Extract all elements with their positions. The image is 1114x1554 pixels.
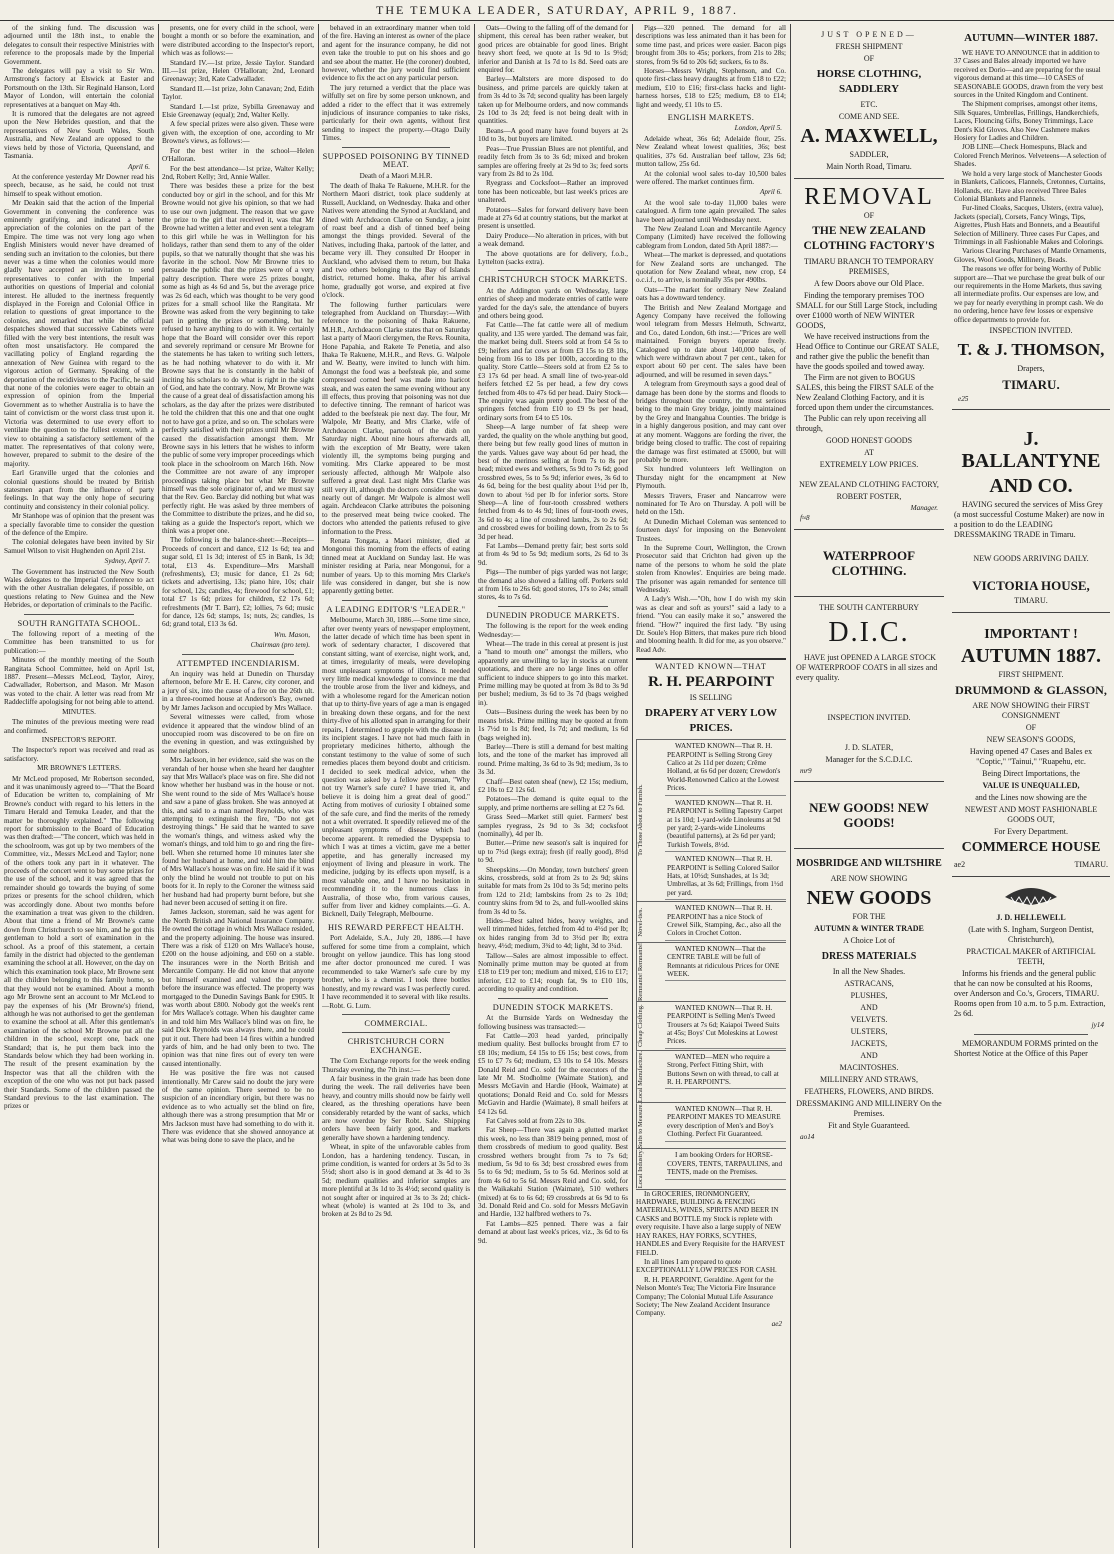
- article-paragraph: The delegates will pay a visit to Sir Wm. Armstrong's factory at Elswick at Easter and Portsmouth on the 13th. Sir Reginald Hanson, Lord Mayor of London, will entertain the colonial representatives at a banquet on May 4th.: [4, 67, 154, 109]
- article-paragraph: Minutes of the monthly meeting of the South Rangitata School Committee, held on April 1st, 1887. Present—Messrs McLeod, Taylor, Airey, Cadwallader, Robertson, and Mason. Mr Mason was voted to the chair. A letter was read from Mr Raddecliffe apologising for not being able to attend.: [4, 656, 154, 707]
- market-paragraph: Hides—Best salted hides, heavy weights, and well trimmed hides, fetched from 4d to 4½d per lb; ox hides ranging from 3d to 3½d per lb; extra heavy, 4½d; medium, 3¾d to 4d; light, 3d to 3¼d.: [478, 917, 628, 951]
- advert-list-item: PLUSHES,: [850, 991, 888, 1001]
- advert-paragraph: Finding the temporary premises TOO SMALL for our Still Large Stock, including over £1000 worth of NEW WINTER GOODS,: [796, 291, 938, 330]
- column-rule: [318, 24, 319, 1548]
- market-paragraph: Horses—Messrs Wright, Stephenson, and Co. quote first-class heavy draughts at from £18 to £22; medium, £10 to £16; first-class hacks and light-harness horses, £18 to £25; medium, £8 to £14; light and weedy, £1 10s to £5.: [636, 67, 786, 109]
- dateline: Sydney, April 7.: [104, 557, 150, 566]
- market-paragraph: Fat Sheep—There was again a glutted market this week, no less than 3819 being penned, most of them crossbreds of medium to good quality. Best crossbred wethers brought from 7s to 7s 6d; medium, 5s 9d to 6s 3d; best crossbred ewes from 5s to 6s 9d; medium, 5s to 5s 6d. Merinos sold at from 4s 6d to 5s 6d. Messrs Reid and Co. sold, for the Waikakahi Station (Waimate), 510 wethers (mixed) at 6s to 6s 6d; 69 crossbreds at 6s 9d to 6s 3d. Donald Reid and Co. sold for Messrs McGavin and Hardie, 132 halfbred wethers to 7s.: [478, 1126, 628, 1219]
- market-paragraph: Beans—A good many have found buyers at 2s 10d to 3s, but buyers are limited.: [478, 126, 628, 144]
- advert-footer: In GROCERIES, IRONMONGERY, HARDWARE, BUILDING & FENCING MATERIALS, WINES, SPIRITS AND BEER IN CASKS and BOTTLE my Stock is replete with every requisite. I have also a large supply of NEW HAY RAKES, HAY FORKS, SCYTHES, HANDLES and Every Requisite for the HARVEST FIELD.: [636, 1189, 785, 1257]
- market-paragraph: Ryegrass and Cocksfoot—Rather an improved tone has been noticeable, but last week's prices are unaltered.: [478, 179, 628, 205]
- divider: [974, 1034, 1088, 1035]
- advert-name: J. BALLANTYNE: [961, 428, 1101, 473]
- section-subheading: INSPECTOR'S REPORT.: [41, 735, 117, 744]
- advert-line: Manager.: [910, 504, 938, 512]
- article-paragraph: The jury returned a verdict that the place was wilfully set on fire by some person unknown, and added a rider to the effect that it was extremely injudicious of insurance companies to take risks, particularly for their own agents, without first sending to inspect the property.—Otago Daily Times.: [322, 83, 470, 143]
- advert-title: DRAPERY AT VERY LOW PRICES.: [645, 707, 777, 735]
- advert-list-item: ASTRACANS,: [844, 979, 894, 989]
- advert-line: DRESS MATERIALS: [821, 951, 917, 963]
- article-paragraph: Mrs Jackson, in her evidence, said she was on the verandah of her house when she heard her daughter say that Mrs Wallace's place was on fire. She did not know whether her husband was in the house or not. She went round to the side of Mrs Wallace's house and saw a pane of glass broken. She was annoyed at this, and said to a man named Reynolds, who was attempting to extinguish the fire, "Do not get destroying things." He said that he wanted to save the woman's things, and witness asked why the woman's things, and told him to go and ring the fire-bell. When she returned home 10 minutes later she found her husband at home, and told him the blind of Mrs Wallace's house was on fire. He said if it was only the blind he would not trouble to put on his boots for it. In reply to the Coroner the witness said her husband had had property burnt before, but she had never been accused of setting it on fire.: [162, 756, 314, 908]
- market-paragraph: Fat Cattle—203 head yarded, principally medium quality. Best bullocks brought from £7 to £8 10s; medium, £4 15s to £6 15s; best cows, from £5 to £7 7s 6d; medium, £3 10s to £4 10s. Messrs Donald Reid and Co. sold for the executors of the late Mr M. Stodholme (Waimate Station), and Messrs McGavin and Hardie (Hook, Waimate) at quotations; Donald Reid and Co. sold for Messrs McGavin and Hardie (Waimate), 8 small heifers at £4 12s 6d.: [478, 1031, 628, 1116]
- market-paragraph: Oats—The market for ordinary New Zealand oats has a downward tendency.: [636, 285, 786, 303]
- advert-list-item: FEATHERS, FLOWERS, AND BIRDS.: [804, 1087, 934, 1097]
- advert-title: HORSE CLOTHING, SADDLERY: [816, 68, 922, 95]
- advert-name: MOSBRIDGE AND WILTSHIRE: [796, 858, 942, 870]
- article-paragraph: An inquiry was held at Dunedin on Thursday afternoon, before Mr E. H. Carew, city coroner, and a jury of six, into the cause of a fire on the 26th ult. in a three-roomed house at Anderson's Bay, owned by Mr James Jackson and occupied by Mrs Wallace.: [162, 670, 314, 712]
- news-paragraph: A Lady's Wish.—"Oh, how I do wish my skin was as clear and soft as yours!" said a lady to a friend. "You can easily make it so," answered the friend. "How?" inquired the first lady. "By using Dr. Soule's Hop Bitters, that makes pure rich blood and blooming health. It did for me, as you observe." Read Adv.: [636, 595, 786, 654]
- row-label: To Those About to Furnish.: [636, 740, 665, 901]
- article-heading: SOUTH RANGITATA SCHOOL.: [17, 618, 141, 628]
- advert-paragraph: The Firm are not given to BOGUS SALES, this being the FIRST SALE of the New Zealand Clothing Factory, and it is forced upon them under the circumstances.: [796, 373, 934, 412]
- advert-paragraph: HAVING secured the services of Miss Grey (a most successful Costume Maker) are now in a position to do the LEADING DRESSMAKING TRADE in Timaru.: [954, 500, 1105, 540]
- masthead: [0, 0, 1114, 21]
- article-paragraph: Mr McLeod proposed, Mr Robertson seconded, and it was unanimously agreed to—"That the Board of Education be written to, complaining of Mr Browne's conduct with regard to his letters in the Timaru Herald and Temuka Leader, and that the matter be thoroughly explained." The following report for submission to the Board of Education was then drafted:—"The concert, which was held in the schoolroom, was got up by two members of the Committee, viz., Messrs McLeod and Taylor; none of the others took any part in it whatever. The proceeds of the concert went to buy some prizes for the use of the school, and it was agreed that the remainder should go towards the buying of some prizes or presents for the school children, which was accordingly done. About two months before the examination a treat was given to the children. About that time a friend of Mr Browne's came down from Christchurch to see him, and he got this gentleman to hold a sort of examination in the school. As a proof of this statement, a certain family in the district had objected to the gentleman examining the school at all. However, on the day on which this examination took place, Mr Browne sent all the children belonging to this family home, so that they would not be examined. About a month ago Mr Browne sent an account to Mr McLeod to pay the expenses of his (Mr Browne's) friend, although he was not authorised to get the gentleman to examine the school at all. After this gentleman's examination of the school Mr Browne put all the children in the school, except one, back one Standard; that is, he put them back into the Standards below which they had been working in. The result of the present examination by the Inspector was that all the children with the exception of the one who was not put back passed their Standards. Some of the children passed the Standard previous to the last examination. The prizes or: [4, 774, 154, 1111]
- market-paragraph: Barley—Maltsters are more disposed to do business, and prime parcels are quickly taken at from 3s 4d to 3s 7d; second quality has been largely taken up for Melbourne orders, and now commands 2s 10d to 3s 2d; feed is not being dealt with in quantities.: [478, 75, 628, 126]
- advert-name: DRUMMOND & GLASSON,: [955, 683, 1107, 698]
- dateline: London, April 5.: [734, 124, 782, 133]
- article-paragraph: He was positive the fire was not caused intentionally. Mr Carew said no doubt the jury were of the same opinion. There seemed to be no suspicion of an incendiary origin, but there was no evidence as to who actually set the blind on fire, although there was a strong presumption that Mr or Mrs Jackson must have had something to do with it. There was evidence that she showed annoyance at what was being done to save the place, and he: [162, 1069, 314, 1145]
- row-label: Remnants! Remnants!: [636, 943, 665, 1001]
- column-2: [162, 24, 314, 1548]
- advert-title: NEW GOODS: [806, 887, 932, 910]
- advert-list-item: AND: [860, 1051, 878, 1061]
- advert-title: THE NEW ZEALAND CLOTHING FACTORY'S: [803, 225, 935, 252]
- advert-line: ARE NOW SHOWING their FIRST CONSIGNMENT: [972, 701, 1090, 721]
- market-paragraph: Peas—True Prussian Blues are not plentiful, and readily fetch from 3s to 3s 6d; mixed and broken samples are offering freely at 2s 9d to 3s; feed sorts vary from 2s 8d to 2s 10d.: [478, 144, 628, 178]
- section-subheading: MR BROWNE'S LETTERS.: [37, 764, 121, 773]
- advert-paragraph: The Public can rely upon receiving all through,: [796, 414, 927, 433]
- advert-line: INSPECTION INVITED.: [827, 712, 911, 722]
- advert-line: ARE NOW SHOWING: [830, 874, 908, 884]
- advert-list-item: VELVETS.: [850, 1015, 888, 1025]
- advert-line: A few Doors above our Old Place.: [814, 279, 924, 288]
- article-paragraph: It is rumored that the delegates are not agreed upon the New Hebrides question, and that the representatives of New South Wales, South Australia, and New Zealand are opposed to the views held by those of Victoria, Queensland, and Tasmania.: [4, 110, 154, 161]
- advert-line: In all the New Shades.: [832, 967, 906, 977]
- advert-name: R. H. PEARPOINT: [648, 674, 774, 691]
- article-heading: ENGLISH MARKETS.: [667, 113, 755, 123]
- article-paragraph: The Government has instructed the New South Wales delegates to the Imperial Conference to act with the other Australian delegates, if possible, on questions relating to New Guinea and the New Hebrides, or deportation of criminals to the Pacific.: [4, 567, 154, 610]
- section-subheading: Death of a Maori M.H.R.: [359, 171, 433, 180]
- column-rule: [790, 24, 791, 1548]
- article-heading: CHRISTCHURCH CORN EXCHANGE.: [347, 1037, 445, 1055]
- advert-line: Having opened 47 Cases and Bales ex "Coptic," "Tainui," "Ruapehu, etc.: [969, 747, 1093, 767]
- ballantyne-advert: [952, 410, 1110, 613]
- advert-line: TIMARU.: [1014, 596, 1048, 606]
- article-paragraph: James Jackson, storeman, said he was agent for the North British and National Insurance Company. He owned the cottage in which Mrs Wallace resided, and the property adjoining. The house was insured. There was a risk of £120 on Mrs Wallace's house, £200 on the house adjoining, and £60 on a stable. The insurances were in the North British and Mercantile Company. He did not know that anyone but himself examined and valued the property before the insurance was effected. The property was mortgaged to the Dunedin Savings Bank for £905. It was worth about £800. Nobody got the week's rent for Mrs Wallace's cottage. When his daughter came in and told him Mrs Wallace's blind was on fire, he said Dick Reynolds was always there, and he could put it out. There had been 14 fires within a hundred yards of him, and he had only been to two. The opinion was that nine fires out of every ten were caused intentionally.: [162, 908, 314, 1068]
- advert-row: [636, 901, 786, 942]
- hellewell-advert: [952, 877, 1110, 1063]
- column-rule: [632, 24, 633, 1548]
- article-paragraph: The following further particulars were telegraphed from Auckland on Thursday:—With reference to the poisoning of Ihaka Rakuene, M.H.R., Archdeacon Clarke states that on Saturday last a party of Maori clergymen, the Revs. Rounita, Hone Papahia, and Rakete Te Penetia, and also Ihaka Te Rakuene, M.H.R., and Revs. G. Walpole and W. Beatty, were invited to lunch with him. Amongst the food was a beefsteak pie, and some compressed corned beef was made into haricot steak, and was eaten the same evening without any ill effects, thus proving that poisoning was not due to defective tinning. The remnant of haricot was added to the beefsteak pie next day. The four, Mr Walpole, Mr Beatty, and Mrs Clarke, wife of Archdeacon Clarke, partook of the dish on Saturday night. About nine hours afterwards all, with the exception of Mr Beatty, were taken violently ill, the symptoms being purging and vomiting. Mrs Clarke appeared to be most seriously affected, although Mr Walpole also suffered a great deal. Last night Mrs Clarke was still very ill, although the doctors consider she was nearly out of danger. Mr Walpole is almost well again. Archdeacon Clarke attributes the poisoning to the preserved meat being twice cooked. The doctors who attended the patients refused to give information to the Press.: [322, 300, 470, 536]
- advert-item: WANTED KNOWN—That R. H. PEARPOINT is Selling Men's Tweed Trousers at 7s 6d; Kaiapoi Tweed Suits at 45s; Boys' Cut Moleskins at Lowest Prices.: [665, 1002, 786, 1049]
- article-paragraph: presents, one for every child in the school, were bought a month or so before the examination, and were distributed according to the Inspector's report, which was as follows:—: [162, 24, 314, 58]
- advert-line: TIMARU BRANCH TO TEMPORARY PREMISES,: [803, 257, 935, 276]
- signature-title: Chairman (pro tem).: [250, 641, 310, 650]
- advert-row: [636, 1001, 786, 1050]
- article-paragraph: behaved in an extraordinary manner when told of the fire. Having an interest as owner of the place and agent for the insurance company, he did not even take the trouble to put on his shoes and go and see about the matter. He (the coroner) doubted, however, whether the jury would find sufficient evidence to fix the act on any particular person.: [322, 24, 470, 83]
- article-paragraph: The following report of a meeting of the Committee has been transmitted to us for publication:—: [4, 630, 154, 655]
- advert-code: ao14: [800, 1133, 815, 1142]
- market-paragraph: The British and New Zealand Mortgage and Agency Company have received the following wool telegram from Messrs Helmuth, Schwartz, and Co., dated London, 6th inst.:—"Prices are well maintained. Foreign buyers operate freely. Catalogued up to date about 140,000 bales, of which were withdrawn about 7 per cent., taken for export about 60 per cent. The sales have been adjourned, and will be resumed in seven days.": [636, 303, 786, 379]
- column-4: [478, 24, 628, 1548]
- article-paragraph: of the sinking fund. The discussion was adjourned until the 18th inst., to enable the delegates to consult their respective Ministries with reference to the proposals made by the Imperial Government.: [4, 24, 154, 66]
- masthead-title: THE TEMUKA LEADER, SATURDAY, APRIL 9, 1887.: [375, 3, 739, 17]
- advert-line: IS SELLING: [689, 693, 733, 703]
- advert-line: Main North Road, Timaru.: [826, 162, 912, 171]
- advert-row: [636, 739, 786, 901]
- advert-row: [636, 1050, 786, 1102]
- advert-title: IMPORTANT !: [984, 627, 1078, 643]
- advert-line: Manager for the S.C.D.I.C.: [825, 754, 913, 764]
- market-paragraph: Pigs—320 penned. The demand for all descriptions was less animated than it has been for some time past, and prices were easier. Bacon pigs brought from 30s to 45s; porkers, from 21s to 28s; stores, from 9s 6d to 20s 6d; suckers, 6s to 8s.: [636, 24, 786, 66]
- advert-line: THE SOUTH CANTERBURY: [818, 602, 919, 612]
- pearpoint-advert: [636, 658, 786, 1328]
- mosbridge-advert: [794, 849, 944, 1147]
- row-label: Local Industry.: [636, 1149, 665, 1188]
- advert-line: FIRST SHIPMENT.: [998, 670, 1064, 680]
- advert-line: and the Lines now showing are the: [975, 793, 1087, 803]
- advert-line: TIMARU.: [1002, 377, 1060, 392]
- advert-name: A. MAXWELL,: [800, 125, 938, 147]
- dateline: April 6.: [128, 162, 150, 171]
- market-paragraph: At the wool sale to-day 11,000 bales were catalogued. A firm tone again prevailed. The sales have been adjourned until Wednesday next.: [636, 198, 786, 224]
- dateline: April 6.: [760, 188, 782, 197]
- column-6: [794, 24, 944, 1548]
- divider: [182, 654, 294, 655]
- advert-footer: In all lines I am prepared to quote EXCEPTIONALLY LOW PRICES FOR CASH.: [636, 1257, 777, 1275]
- advert-line: TIMARU.: [1074, 860, 1108, 870]
- advert-line: SADDLER,: [849, 150, 889, 159]
- advert-line: NEWEST AND MOST FASHIONABLE GOODS OUT,: [964, 805, 1098, 825]
- article-paragraph: Mr Stanhope was of opinion that the present was a specially favorable time to consider the question of the defence of the Empire.: [4, 512, 154, 537]
- market-paragraph: Sheep—A large number of fat sheep were yarded, the quality on the whole anything but good, there being but few really good lines of mutton in the yards. Values gave way about 6d per head, the best of the merinos selling at from 7s to 8s per head; mixed ewes and wethers, 5s 9d to 7s 6d; good crossbred ewes, 5s to 5s 9d; inferior ewes, 3s 6d to 4s 6d, being for the best quality about 1½d per lb, down to about ½d per lb for inferior sorts. Store Sheep—A line of four-tooth crossbred wethers fetched from 4s to 4s 9d; lines of four-tooth ewes, 3s 6d to 4s; a line of crossbred lambs, 2s to 2s 6d; and crossbred ewes for boiling down, from 2s to 5s 3d per head.: [478, 423, 628, 541]
- market-paragraph: Sheepskins.—On Monday, town butchers' green skins, crossbreds, sold at from 2s to 2s 9d; skins suitable for mats from 2s 10d to 3s 5d; merino pelts from 12d to 21d; lambskins from 2s to 2s 10d; country skins from 9d to 2s, and full-woolled skins from 3s 4d to 5s.: [478, 865, 628, 916]
- advert-row: [636, 1148, 786, 1188]
- article-paragraph: At the conference yesterday Mr Downer read his speech, because, as he said, he could not trust himself to speak without emotion.: [4, 172, 154, 198]
- advert-line: VALUE IS UNEQUALLED,: [982, 781, 1080, 791]
- divider: [342, 147, 450, 148]
- market-paragraph: Fat Cattle—The fat cattle were all of medium quality, and 135 were yarded. The demand was fair, the market being dull. Steers sold at from £4 5s to £9; heifers and fat cows at from £3 15s to £8 10s, being from 16s to 18s per 100lb, according to the quality. Store Cattle—Steers sold at from £2 5s to £3 17s 6d per head. A small line of two-year-old heifers fetched £2 5s per head, a few dry cows fetched from 40s to 47s 6d per head. Dairy Stock—The enquiry was again pretty good. The best of the springers fetched from £10 to £9 9s per head, ordinary sorts from £4 to £5 10s.: [478, 321, 628, 422]
- signature-name: Wm. Mason,: [273, 630, 310, 639]
- advert-line: WANTED KNOWN—THAT: [655, 662, 767, 672]
- advert-line: Drapers,: [1017, 364, 1045, 373]
- article-paragraph: The death of Ihaka Te Rakuene, M.H.R. for the Northern Maori district, took place suddenly at Russell, Auckland, on Wednesday. Ihaka and other Natives were attending the Synod at Auckland, and dined with Archdeacon Clarke on Sunday, a joint of roast beef and a dish of tinned beef being amongst the things provided. Several of the Natives, including Ihaka, partook of the latter, and became very ill. They consulted Dr Hooper in Auckland, who advised them to return, but Ihaka and two others belonging to the Bay of Islands district, returned home. Ihaka, after his arrival home, gradually got worse, and expired at five o'clock.: [322, 181, 470, 300]
- column-1: [4, 24, 154, 1548]
- divider: [342, 1014, 450, 1015]
- advert-paragraph: Fur-lined Cloaks, Sacques, Ulsters, (extra value), Jackets (special), Corsets, Fancy Wings, Tips, Aigrettes, Plush Hats and Bonnets, and a Beautiful Selection of Millinery. Three cases Fur Capes, and Trimmings in all Fashionable Makes and Colorings.: [954, 204, 1104, 246]
- article-paragraph: Earl Granville urged that the colonies and colonial questions should be treated by British statesmen apart from the influence of party feelings. In that way the only hope of securing continuity and consistency in their colonial policy.: [4, 469, 154, 511]
- article-paragraph: Several witnesses were called, from whose evidence it appeared that the window blind of an unoccupied room was discovered to be on fire on the evening in question, and was extinguished by some neighbors.: [162, 713, 314, 755]
- advert-item: WANTED KNOWN—That R. H. PEARPOINT has a nice Stock of Crewel Silk, Stamping, &c., also all the Colors in Crochet Cotton.: [665, 902, 786, 941]
- advert-name: J. D. HELLEWELL: [996, 913, 1066, 923]
- market-paragraph: Tallow—Sales are almost impossible to effect. Nominally prime mutton may be quoted at from £18 to £19 per ton; medium and mixed, £16 to £17; inferior, £12 to £14; rough fat, 9s to £10 10s, according to quality and condition.: [478, 951, 628, 994]
- advert-line: JUST OPENED—: [821, 30, 917, 39]
- waterproof-advert: [794, 530, 944, 597]
- advert-title: VICTORIA HOUSE,: [972, 578, 1090, 594]
- divider: [342, 1032, 450, 1033]
- dic-advert: [794, 597, 944, 782]
- prize-list-item: Standard II.—1st prize, John Canavan; 2nd, Edith Taylor.: [162, 84, 314, 102]
- section-heading-commercial: COMMERCIAL.: [364, 1018, 428, 1028]
- article-paragraph: The Inspector's report was received and read as satisfactory.: [4, 746, 154, 763]
- advert-list-item: ULSTERS,: [850, 1027, 888, 1037]
- market-paragraph: At the Addington yards on Wednesday, large entries of sheep and moderate entries of cattle were yarded for the day's sale, the attendance of buyers and others being good.: [478, 286, 628, 320]
- memo-advert: MEMORANDUM FORMS printed on the Shortest Notice at the Office of this Paper: [954, 1038, 1099, 1058]
- column-7: [952, 24, 1110, 1548]
- advert-item: WANTED KNOWN—That R. H. PEARPOINT MAKES TO MEASURE every description of Men's and Boy's Clothing. Perfect Fit Guaranteed.: [665, 1103, 786, 1142]
- advert-paragraph: We have received instructions from the Head Office to Continue our GREAT SALE, and rather give the public the benefit than have the goods spoiled and towed away.: [796, 332, 940, 371]
- article-paragraph: Melbourne, March 30, 1886.—Some time since, after over twenty years of newspaper employment, the latter decade of which time has been spent in work of sedentary character, I discovered that constant sitting, want of exercise, night work, and, at times, irregularity of meals, were developing most unpleasant symptoms of illness. It needed very little medical knowledge to convince me that the trouble arose from the liver and kidneys, and with a wholesome regard for the American notion that up to thirty-five years of age a man is engaged in breaking down these organs, and for the next thirty-five of his allotted span in arranging for their repairs, I determined to grapple with the disease in its incipient stages. I have not had much faith in proprietary medicines hitherto, although the constant testimony to the value of some of such remedies places them beyond doubt and criticism. I decided to seek medical advice, when the question was asked by a fellow pressman, "Why not try Warner's safe cure? I have tried it, and believe it is doing him a great deal of good." Acting from motives of curiosity I obtained some of the safe cure, and find the merits of the remedy not a whit overrated. It speedily relieved me of the unpleasant symptoms of disease which had become apparent. It remedied the Dyspepsia to which I was at times a victim, gave me a better appetite, and has generally increased my enjoyment of living and pleasure in work. The medicine, judging by its effects upon myself, is a most valuable one, and I have no hesitation in recommending it to the numerous class in Australia, of those who, from various causes, suffer from liver and kidney complaints.—G. A. Bicknell, Daily Telegraph, Melbourne.: [322, 616, 470, 919]
- advert-list-item: MILLINERY AND STRAWS,: [820, 1075, 918, 1085]
- advert-line: PRACTICAL MAKER of ARTIFICIAL TEETH,: [966, 947, 1096, 967]
- article-paragraph: Renata Tongata, a Maori minister, died at Mongonui this morning from the effects of eating tinned meat at Auckland on Sunday last. He was minister residing at Paria, near Mongonui, for a number of years. Up to this morning Mrs Clarke's life was considered in danger, but she is now apparently getting better.: [322, 536, 470, 596]
- article-heading: DUNEDIN STOCK MARKETS.: [492, 1002, 614, 1012]
- thomson-advert: [952, 24, 1110, 410]
- advert-line: (Late with S. Ingham, Surgeon Dentist, Christchurch),: [968, 925, 1094, 945]
- advert-list-item: AND: [860, 1003, 878, 1013]
- advert-line: FOR THE: [852, 912, 886, 922]
- advert-line: COME AND SEE.: [838, 112, 900, 121]
- prize-list-item: Standard I.—1st prize, Sybilla Greenaway and Elsie Greenaway (equal); 2nd, Walter Kelly.: [162, 102, 314, 120]
- column-rule: [474, 24, 475, 1548]
- article-heading: DUNEDIN PRODUCE MARKETS.: [486, 610, 620, 620]
- prize-list-item: For the best writer in the school—Helen O'Halloran.: [162, 146, 314, 164]
- news-paragraph: A telegram from Greymouth says a good deal of damage has been done by the storms and floods to bridges throughout the country, the most serious being to the main Grey bridge, jointly maintained by the Grey and Inangahua Counties. The bridge is in a highly dangerous position, and may cant over at any moment. Waggons are fording the river, the bridge being closed to traffic. The cost of repairing the damage was first estimated at £5000, but will probably be more.: [636, 380, 786, 464]
- article-paragraph: The minutes of the previous meeting were read and confirmed.: [4, 718, 154, 735]
- tooth-icon: [954, 881, 1108, 911]
- article-paragraph: The Corn Exchange reports for the week ending Thursday evening, the 7th inst.:—: [322, 1057, 470, 1074]
- article-heading: SUPPOSED POISONING BY TINNED MEAT.: [322, 151, 470, 170]
- advert-row: [636, 1102, 786, 1148]
- advert-item: WANTED KNOWN—That R. H. PEARPOINT is Selling Tapestry Carpet at 1s 10d; 1-yard-wide Linoleums at 9d per yard; 2-yards-wide Linoleums (beautiful patterns), at 2s 6d per yard; Turkish Towels, 8½d.: [665, 797, 786, 852]
- prize-list-item: Standard IV.—1st prize, Jessie Taylor. Standard III.—1st prize, Helen O'Halloran; 2nd, Leonard Greenaway; 3rd, Kate Cadwallader.: [162, 58, 314, 84]
- maxwell-advert: [794, 24, 944, 179]
- market-paragraph: Fat Calves sold at from 22s to 30s.: [486, 1116, 586, 1125]
- market-paragraph: Oats—Business during the week has been by no means brisk. Prime milling may be quoted at from 1s 7½d to 1s 8d; feed, 1s 7d; and medium, 1s 6d (bags weighed in).: [478, 708, 628, 742]
- advert-code: f≈8: [800, 514, 810, 523]
- market-paragraph: Butter.—Prime new season's salt is inquired for up to 7½d (kegs extra); fresh (if really good), 8½d to 9d.: [478, 839, 628, 865]
- news-paragraph: In the Supreme Court, Wellington, the Crown Prosecutor said that Crichton had given up the name of the persons to whom he sold the plate stolen from Knowles'. Enquiries are being made. The prisoner was again remanded for sentence till Wednesday.: [636, 543, 786, 594]
- advert-line: GOOD HONEST GOODS: [825, 436, 913, 445]
- removal-advert: [794, 179, 944, 530]
- advert-paragraph: The reasons we offer for being Worthy of Public support are—That we purchase the great bulk of our our requirements in the Home Markets, thus saving all intermediate profits. Our expenses are low, and we pay for nearly everything in prompt cash. We do no ordering, hence have few losses or expensive office departments to provide for.: [954, 265, 1105, 324]
- advert-footer: R. H. PEARPOINT, Geraldine. Agent for the Nelson Monte's Tea; The Victoria Fire Insurance Company; The Colonial Mutual Life Assurance Society; The New Zealand Accident Insurance Company.: [636, 1275, 776, 1318]
- advert-line: Fit and Style Guaranteed.: [828, 1121, 910, 1131]
- market-paragraph: Pigs—The number of pigs yarded was not large; the demand also showed a falling off. Porkers sold at from 16s to 26s 6d; good stores, 17s to 24s; small stores, 4s to 7s 6d.: [478, 568, 628, 602]
- advert-name: COMMERCE HOUSE: [961, 840, 1101, 856]
- article-paragraph: Wheat, in spite of the unfavorable cables from London, has a hardening tendency. Tuscan, in prime condition, is wanted for orders at 3s 5d to 3s 5½d; short also is in good demand at 3s 4d to 3s 5d; medium qualities and inferior samples are more plentiful at 3s 1d to 3s 4½d; second quality is not sought after or inquired at 3s to 3s 2d; chick-wheat (whole) is wanted at 2s 10d to 3s, and broken at 2s 8d to 2s 9d.: [322, 1143, 470, 1219]
- news-paragraph: Messrs Travers, Fraser and Nancarrow were nominated for Te Aro on Thursday. A poll will be held on the 15th.: [636, 491, 786, 517]
- advert-line: NEW ZEALAND CLOTHING FACTORY,: [799, 480, 939, 489]
- advert-title: REMOVAL: [804, 184, 934, 210]
- article-paragraph: Port Adelaide, S.A., July 20, 1886.—I have suffered for some time from a complaint, which brought on yellow jaundice. This has long stood me after doctor pronounced me cured. I was recommended to take Warner's safe cure by my brother, who is a chemist. I took three bottles honestly, and my reward was I was perfectly cured. I have recommended it to several with like results.—Robt. G. Lum.: [322, 934, 470, 1010]
- divider: [342, 600, 450, 601]
- advert-paragraph: WE HAVE TO ANNOUNCE that in addition to 37 Cases and Bales already imported we have received ex Dorio—and are preparing for the usual vigorous demand at this time—10 CASES of SEASONABLE GOODS, drawn from the very best sources in the United Kingdom and Continent.: [954, 49, 1104, 100]
- advert-item: WANTED KNOWN—That R. H. PEARPOINT is Selling Colored Sailor Hats, at 10½d; Sunshades, at 1s 3d; Umbrellas, at 3s 6d; Frillings, from 1½d per yard.: [665, 853, 786, 900]
- advert-line: AT: [864, 448, 874, 457]
- advert-list-item: JACKETS,: [850, 1039, 888, 1049]
- advert-paragraph: The Shipment comprises, amongst other items, Silk Squares, Umbrellas, Frillings, Handkerchiefs, Laces, Flouncing Gifts, Boney Trimmings, Lace Dent's Kid Gloves. Also New Cashmere makes Hosiery for Ladies and Children.: [954, 100, 1099, 143]
- advert-line: J. D. SLATER,: [844, 742, 894, 752]
- column-rule: [158, 24, 159, 1548]
- advert-title: NEW GOODS! NEW GOODS!: [809, 800, 929, 831]
- advert-line: OF: [1025, 723, 1037, 733]
- drummond-advert: [952, 613, 1110, 877]
- balance-sheet: The following is the balance-sheet:—Receipts—Proceeds of concert and dance, £12 1s 6d; tea and sugar sold, £1 1s 3d; interest of £5 in Bank, 1s 3d; total, £13 4s. Expenditure—Mrs Marshall (refreshments), £3; music for dance, £1 2s 6d; tickets and advertising, 13s; piano hire, 10s; chair for school, 12s; candles, 4s; firewood for school, £1; total £7 1s 6d; prizes for children, £2 17s 6d; refreshments (Mr T. Barr), £2; lollies, 7s 6d; music for dance, 12s 6d; stamps, 1s; nuts, 2s; candles, 1s 6d; grand total, £13 3s 6d.: [162, 536, 314, 629]
- advert-code: ae2: [771, 1319, 782, 1328]
- advert-line: AUTUMN & WINTER TRADE: [814, 924, 924, 934]
- advert-line: OF: [863, 211, 875, 220]
- market-paragraph: The above quotations are for delivery, f.o.b., Lyttelton (sacks extra).: [478, 249, 628, 266]
- advert-line: ETC.: [860, 100, 878, 109]
- advert-paragraph: HAVE just OPENED A LARGE STOCK OF WATERPROOF COATS in all sizes and every quality.: [796, 652, 938, 682]
- article-heading: CHRISTCHURCH STOCK MARKETS.: [478, 275, 628, 285]
- newgoods-advert: [794, 782, 944, 849]
- market-paragraph: Fat Lambs—Demand pretty fair; best sorts sold at from 4s 9d to 5s 9d; medium sorts, 2s 6d to 3s 9d.: [478, 541, 628, 567]
- article-paragraph: The colonial delegates have been invited by Sir Samuel Wilson to visit Hughenden on April 21st.: [4, 538, 154, 555]
- advert-title: D.I.C.: [828, 616, 910, 648]
- advert-line: EXTREMELY LOW PRICES.: [819, 460, 919, 469]
- advert-line: NEW GOODS ARRIVING DAILY.: [973, 554, 1089, 564]
- advert-line: A Choice Lot of: [843, 936, 895, 946]
- market-paragraph: Wheat—The trade in this cereal at present is just a "hand to mouth one" amongst the millers, who apparently are unwilling to lay in stocks at current quotations, and there are no large lines on offer sufficient to induce shippers to go into this market. Prime milling may be quoted at from 3s 8d to 3s 9d per bushel; medium, 3s 6d to 3s 7d (bags weighed in).: [478, 640, 628, 707]
- market-paragraph: Potatoes—The demand is quite equal to the supply, and prime northerns are selling at £2 7s 6d.: [478, 795, 628, 812]
- advert-name: T. & J. THOMSON,: [957, 340, 1105, 359]
- market-paragraph: Dairy Produce—No alteration in prices, with but a weak demand.: [478, 231, 628, 249]
- advert-code: e25: [958, 395, 969, 403]
- article-heading: ATTEMPTED INCENDIARISM.: [176, 658, 300, 668]
- row-label: Novel-ties.: [636, 902, 665, 942]
- market-paragraph: Fat Lambs—825 penned. There was a fair demand at about last week's prices, viz., 3s 6d to 6s 9d.: [478, 1219, 628, 1245]
- advert-paragraph: We hold a very large stock of Manchester Goods in Blankets, Calicoes, Flannels, Cretonnes, Curtains, Hollands, etc. Have also received Three Bales Colonial Blankets and Flannels.: [954, 169, 1106, 203]
- article-paragraph: There was besides these a prize for the best conducted boy or girl in the school, and for this Mr Browne would not give his opinion, so that we had to use our own judgment. The reason that we gave the prize to the girl that received it, was that Mr Browne had written a letter and even sent a telegram to this girl while he was in Wellington for his holidays, rather than send them to any of the older pupils, so that we naturally thought that she was his favorite in the school. Now Mr Browne tries to persuade the public that the prizes were of a very paltry description. There were 25 prizes bought, some as high as 4s 6d and 5s, but the average price was 2s 6d each, which was thought to be very good prizes for a small school like the Rangitata. Mr Browne was asked from the very beginning to take part in getting the prizes or something, but he refused to have anything to do with it. We certainly hope that the Board will consider over this report and severely reprimand or censure Mr Browne for the statements he has taken to writing such letters, as he had nothing whatever to do with it. Mr Browne says that he is constantly in the habit of inciting his scholars to do what is right in the sight of God, and hate the contrary. Now, Mr Browne was the cause of a great deal of dissatisfaction among his scholars, as the day after the prizes were distributed he told the children that this one and that one ought not to have got a prize, and so on. The scholars were perfectly satisfied with their prizes until Mr Browne caused the dissatisfaction amongst them. Mr Browne says in his letters that he wishes to inform the public of some very improper proceedings which took place in the schoolroom on March 16th. Now the Committee are not aware of any improper proceedings taking place but what Mr Browne himself was the sole originator of, and we must say that the Rev. Geo. Barclay did nothing but what was perfectly right. He was asked by three members of the Committee to distribute the prizes, and he did so, taking as a guide the Inspector's report, which we think was a proper one.: [162, 182, 314, 535]
- prize-list-item: For the best attendance—1st prize, Walter Kelly; 2nd, Robert Kelly; 3rd, Annie Waller.: [162, 164, 314, 181]
- advert-title: AUTUMN—WINTER 1887.: [964, 32, 1098, 44]
- article-paragraph: Mr Deakin said that the action of the Imperial Government in convening the conference was eminently gratifying, and indicated a better appreciation of the colonies on the part of the Empire. The time was not very long ago when English Ministers would never have dreamed of sending such an invitation to the colonies, but there never was a time when the colonies would more gladly have accepted an invitation to send representatives to confer with the Imperial authorities on questions of Imperial and colonial interest. He alluded to the inertness frequently displayed in the Foreign and Colonial Office in relation to questions of great importance to the colonies, and remarked that while the official despatches showed that successive Cabinets were filled with the very best intentions, the result was often most unsatisfactory. He compared the vacillating policy of England regarding the annexation of New Guinea with regard to the vigorous action of Germany. Speaking of the deportation of the recidivistes to the Pacific, he said that none of the colonies were eager to obtain an expression of opinion from the Imperial Government as to whether Australia is to have the taint of convictism or the worst class trust upon it. Victoria was determined to use every effort to ventilate the question to the fullest extent, with a view to obtaining a satisfactory settlement of the matter. The representatives of that colony were, however, prepared to submit to the desire of the majority.: [4, 199, 154, 468]
- market-paragraph: Oats—Owing to the falling off of the demand for shipment, this cereal has been rather weaker, but good prices are obtainable for good lines. Bright heavy short feed, we quote at 1s 9d to 1s 9½d; inferior and Danish at 1s 7d to 1s 8d. Seed oats are enquired for.: [478, 24, 628, 75]
- market-paragraph: Grass Seed—Market still quiet. Farmers' best samples ryegrass, 2s 9d to 3s 3d; cocksfoot (nominally), 4d per lb.: [478, 813, 628, 838]
- advert-paragraph: Various Clearing Purchases of Mantle Ornaments, Gloves, Wool Goods, Millinery, Beads.: [954, 247, 1107, 264]
- article-heading: A LEADING EDITOR'S "LEADER.": [326, 604, 466, 614]
- advert-line: FRESH SHIPMENT: [835, 42, 903, 51]
- row-label: Suits to Measure.: [636, 1103, 665, 1148]
- advert-item: WANTED KNOWN—That R. H. PEARPOINT is Selling Strong Grey Calico at 2s 11d per dozen; Crême Holland, at 6s 6d per dozen; Crewdon's World-Renowned Calico at the Lowest Prices.: [665, 740, 786, 795]
- market-paragraph: Wheat—The market is depressed, and quotations for New Zealand sorts are unchanged. The quotation for New Zealand wheat, new crop, £4 o.c.i.f., to arrive, is nominally 35s per 490lbs.: [636, 251, 786, 285]
- market-paragraph: The New Zealand Loan and Mercantile Agency Company (Limited) have received the following cablegram from London, dated 5th April 1887:—: [636, 224, 786, 250]
- article-paragraph: A few special prizes were also given. These were given with, the exception of one, according to Mr Browne's views, as follows:—: [162, 120, 314, 146]
- market-paragraph: Barley—There is still a demand for best malting lots, and the tone of the market has improved all round. Prime malting, 3s 6d to 3s 9d; medium, 3s to 3s 3d.: [478, 742, 628, 777]
- advert-name: AND CO.: [989, 475, 1073, 498]
- market-paragraph: At the Burnside Yards on Wednesday the following business was transacted:—: [478, 1014, 628, 1031]
- market-paragraph: At the colonial wool sales to-day 10,500 bales were offered. The market continues firm.: [636, 169, 786, 186]
- advert-line: NEW SEASON'S GOODS,: [986, 735, 1076, 745]
- advert-list-item: MACINTOSHES.: [839, 1063, 899, 1073]
- advert-code: jy14: [1091, 1021, 1104, 1030]
- row-label: Cheap Clothing.: [636, 1002, 665, 1050]
- column-3: [322, 24, 470, 1548]
- advert-item: I am booking Orders for HORSE-COVERS, TENTS, TARPAULINS, and TENTS, made on the Premises.: [665, 1149, 786, 1179]
- news-paragraph: Six hundred volunteers left Wellington on Thursday night for the encampment at New Plymouth.: [636, 465, 786, 491]
- advert-line: Being Direct Importations, the: [982, 769, 1080, 779]
- advert-line: For Every Department.: [994, 827, 1068, 837]
- advert-row: [636, 942, 786, 1001]
- market-paragraph: Adelaide wheat, 36s 6d; Adelaide flour, 25s. New Zealand wheat lowest qualities, 36s; best qualities, 37s 6d. Australian beef tallow, 23s 6d; mutton tallow, 25s 6d.: [636, 134, 786, 169]
- article-paragraph: A fair business in the grain trade has been done during the week. The rail deliveries have been heavy, and country mills should now be fairly well cleared, as the threshing operations have been considerably retarded by the want of sacks, which are now overdue by Ser Robt. Sale. Shipping orders have been fairly good, and markets generally have shown a hardening tendency.: [322, 1074, 470, 1142]
- market-paragraph: Chaff—Best oaten sheaf (new), £2 15s; medium, £2 10s to £2 12s 6d.: [478, 777, 628, 794]
- advert-paragraph: JOB LINE—Check Homespuns, Black and Colored French Merinos. Velveteens—A selection of Shades.: [954, 143, 1107, 169]
- advert-code: mr9: [800, 766, 812, 775]
- advert-line: ROBERT FOSTER,: [836, 492, 902, 501]
- advert-title: WATERPROOF CLOTHING.: [822, 547, 916, 578]
- divider: [498, 998, 608, 999]
- market-paragraph: Potatoes—Sales for forward delivery have been made at 27s 6d at country stations, but the market at present is unsettled.: [478, 205, 628, 231]
- section-subheading: MINUTES.: [62, 707, 96, 716]
- divider: [498, 606, 608, 607]
- advert-line: DRESSMAKING AND MILLINERY On the Premises.: [796, 1099, 942, 1119]
- column-5: [636, 24, 786, 1548]
- divider: [498, 270, 608, 271]
- advert-code: ae2: [954, 860, 966, 870]
- market-paragraph: The following is the report for the week ending Wednesday:—: [478, 622, 628, 639]
- advert-item: WANTED—MEN who require a Strong, Perfect Fitting Shirt, with Buttons Sewn on with thread, to call at R. H. PEARPOINT'S.: [665, 1051, 786, 1090]
- news-paragraph: At Dunedin Michael Coleman was sentenced to fourteen days' for imposing on the Benevolent Trustees.: [636, 517, 786, 543]
- advert-line: INSPECTION INVITED.: [989, 326, 1073, 335]
- article-heading: HIS REWARD PERFECT HEALTH.: [327, 922, 465, 932]
- advert-title: AUTUMN 1887.: [961, 645, 1101, 668]
- advert-line: OF: [863, 54, 875, 63]
- advert-paragraph: Informs his friends and the general public that he can now be consulted at his Rooms, over Anderson and Co.'s, Grocers, TIMARU. Rooms open from 10 a.m. to 5 p.m. Extraction, 2s 6d.: [954, 969, 1106, 1019]
- advert-item: WANTED KNOWN—That the CENTRE TABLE will be full of Remnants at ridiculous Prices for ONE WEEK.: [665, 943, 786, 982]
- row-label: Local Manufacture.: [636, 1051, 665, 1102]
- divider: [24, 614, 134, 615]
